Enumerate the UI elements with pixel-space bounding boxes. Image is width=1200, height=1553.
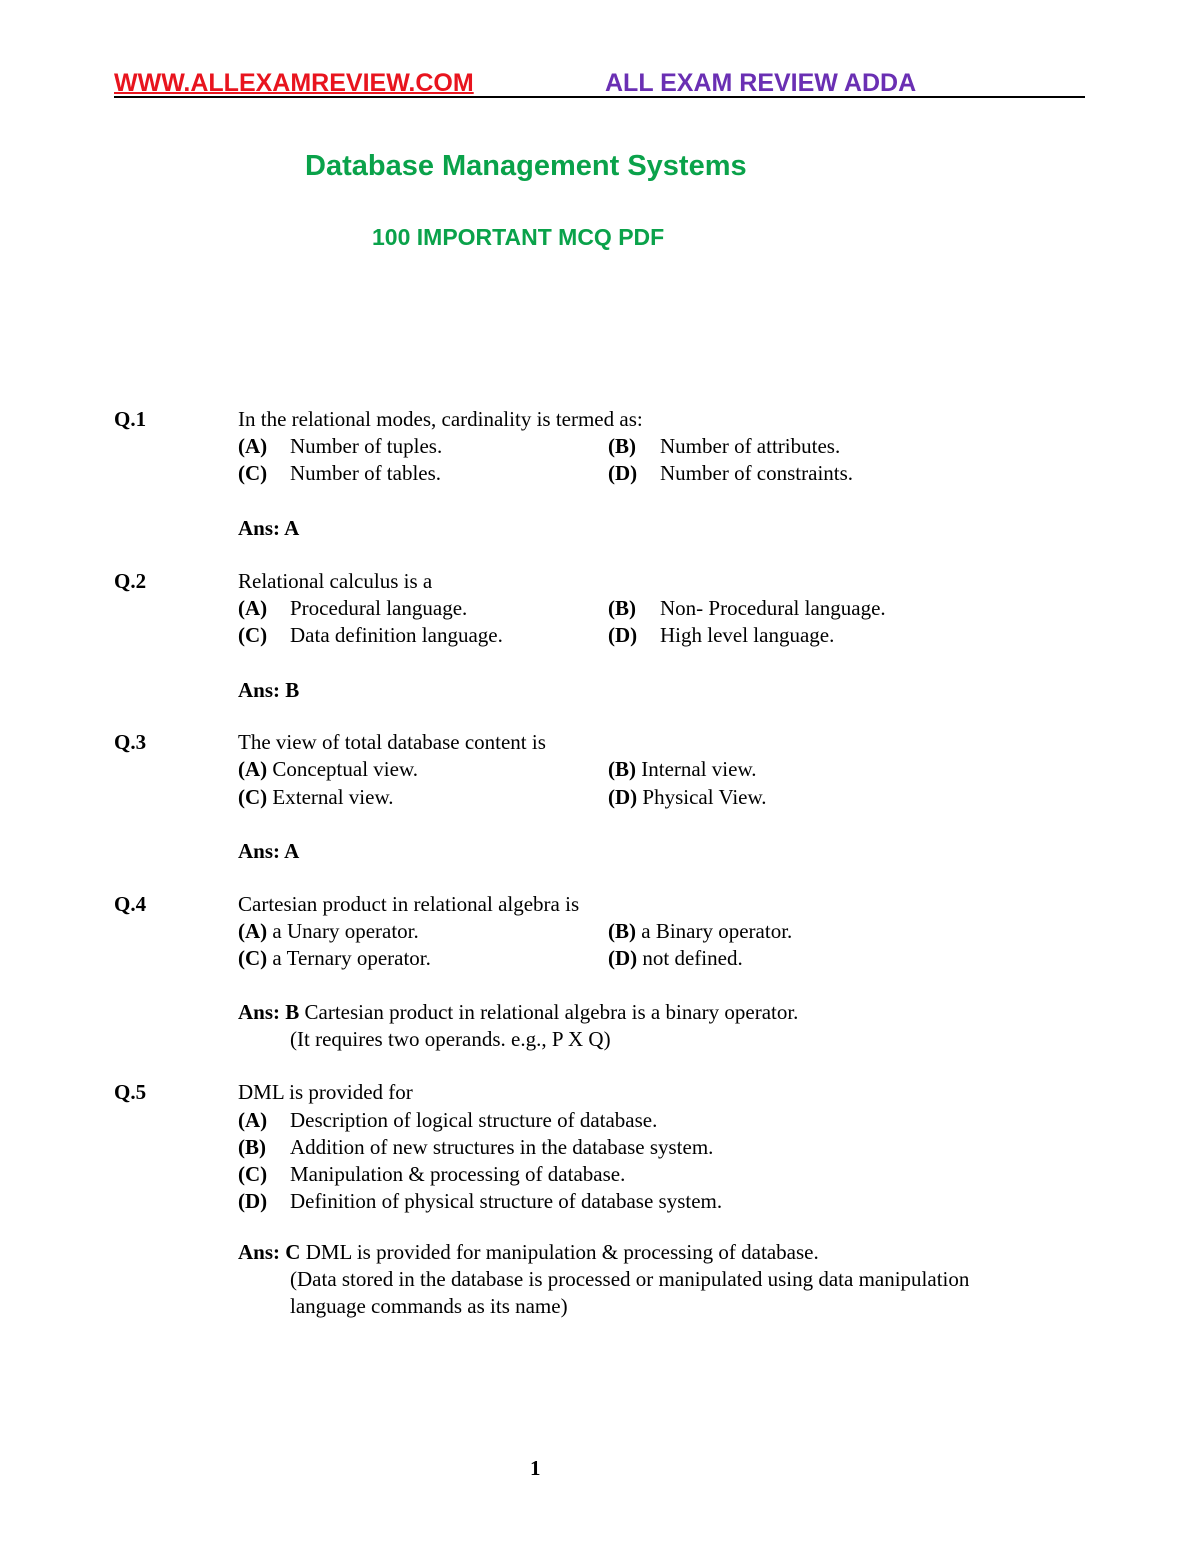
answer-line: Ans: A — [238, 839, 300, 863]
answer-note: (It requires two operands. e.g., P X Q) — [290, 1027, 611, 1051]
option-c: (C) Number of tables. — [238, 461, 442, 485]
option-b: (B) Addition of new structures in the database system. — [238, 1135, 714, 1159]
option-c: (C) External view. — [238, 785, 394, 809]
question-number: Q.3 — [114, 730, 147, 754]
answer-note-line-2: language commands as its name) — [290, 1294, 568, 1318]
option-d: (D) Number of constraints. — [608, 461, 854, 485]
question-number: Q.1 — [114, 407, 147, 431]
question-text: Cartesian product in relational algebra is — [238, 892, 580, 916]
option-a: (A) Procedural language. — [238, 596, 468, 620]
option-a: (A) Number of tuples. — [238, 434, 443, 458]
option-d: (D) High level language. — [608, 623, 835, 647]
question-text: DML is provided for — [238, 1080, 413, 1104]
answer-note-line-1: (Data stored in the database is processed or manipulated using data manipulation — [290, 1267, 970, 1291]
option-c: (C) a Ternary operator. — [238, 946, 431, 970]
page-header — [114, 68, 1085, 98]
answer-line: Ans: C DML is provided for manipulation & processing of database. — [238, 1240, 819, 1264]
question-text: Relational calculus is a — [238, 569, 433, 593]
brand-name: ALL EXAM REVIEW ADDA — [605, 69, 917, 97]
option-b: (B) a Binary operator. — [608, 919, 793, 943]
answer-line: Ans: B Cartesian product in relational algebra is a binary operator. — [238, 1000, 799, 1024]
option-b: (B) Number of attributes. — [608, 434, 841, 458]
option-a: (A) a Unary operator. — [238, 919, 419, 943]
option-a: (A) Conceptual view. — [238, 757, 419, 781]
question-number: Q.5 — [114, 1080, 147, 1104]
document-subtitle: 100 IMPORTANT MCQ PDF — [372, 224, 665, 250]
option-d: (D) Physical View. — [608, 785, 767, 809]
question-text: The view of total database content is — [238, 730, 546, 754]
question-number: Q.4 — [114, 892, 147, 916]
question-text: In the relational modes, cardinality is termed as: — [238, 407, 643, 431]
option-b: (B) Non- Procedural language. — [608, 596, 886, 620]
answer-line: Ans: A — [238, 516, 300, 540]
option-b: (B) Internal view. — [608, 757, 757, 781]
option-d: (D) Definition of physical structure of database system. — [238, 1189, 723, 1213]
question-number: Q.2 — [114, 569, 147, 593]
site-link[interactable]: WWW.ALLEXAMREVIEW.COM — [114, 69, 474, 97]
option-c: (C) Manipulation & processing of database. — [238, 1162, 626, 1186]
page-number: 1 — [530, 1456, 541, 1480]
option-c: (C) Data definition language. — [238, 623, 503, 647]
answer-line: Ans: B — [238, 678, 300, 702]
option-a: (A) Description of logical structure of database. — [238, 1108, 658, 1132]
option-d: (D) not defined. — [608, 946, 743, 970]
document-title: Database Management Systems — [305, 150, 747, 182]
